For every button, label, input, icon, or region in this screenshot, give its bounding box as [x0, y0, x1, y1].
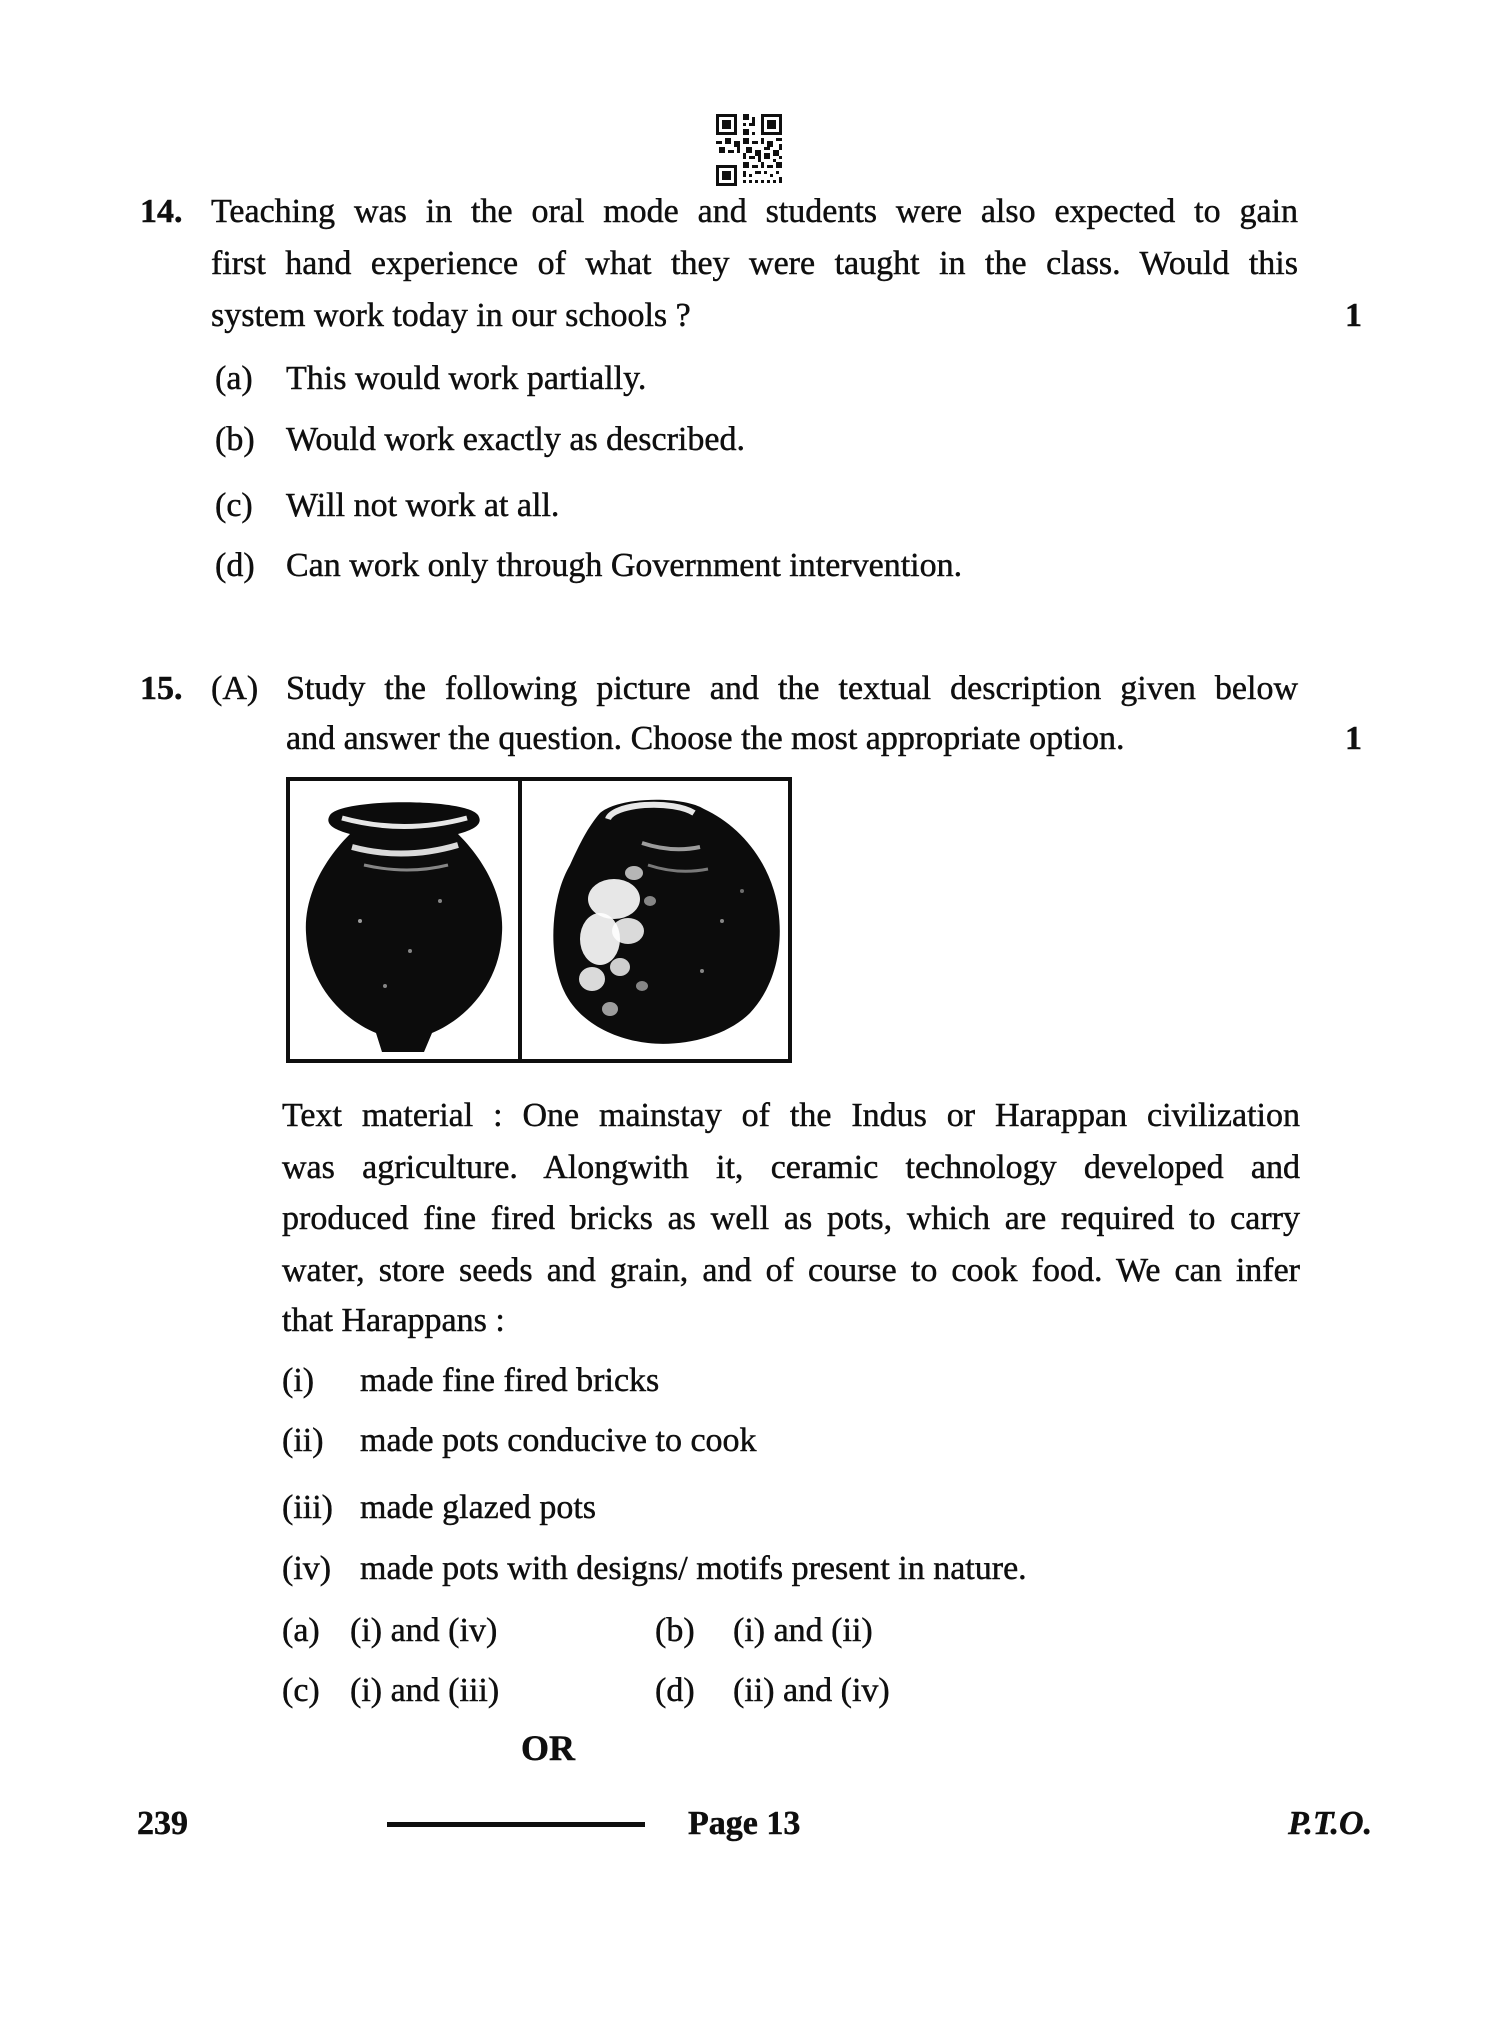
q15-option-c-letter: (c): [282, 1672, 320, 1709]
q15-item-iii-numeral: (iii): [282, 1489, 333, 1526]
q15-item-i-text: made fine fired bricks: [360, 1362, 660, 1399]
footer-page-label: Page 13: [688, 1805, 801, 1842]
q14-option-a-letter: (a): [215, 360, 253, 397]
q14-line-3: system work today in our schools ?: [211, 297, 691, 334]
q15-item-ii-numeral: (ii): [282, 1422, 324, 1459]
q14-option-c-text: Will not work at all.: [286, 487, 560, 524]
q15-line-1: Study the following picture and the textual description given below: [286, 670, 1298, 707]
qr-code: [716, 113, 782, 187]
q14-line-1: Teaching was in the oral mode and students were also expected to gain: [211, 193, 1298, 230]
footer-rule: [387, 1822, 645, 1827]
q15-option-c-text: (i) and (iii): [350, 1672, 500, 1709]
text-material-line-5: that Harappans :: [282, 1302, 505, 1339]
q15-line-2: and answer the question. Choose the most appropriate option.: [286, 720, 1125, 757]
q15-number: 15.: [140, 670, 183, 707]
q15-option-b-text: (i) and (ii): [733, 1612, 873, 1649]
q15-option-a-letter: (a): [282, 1612, 320, 1649]
q15-part-label: (A): [211, 670, 259, 707]
q14-option-b-text: Would work exactly as described.: [286, 421, 745, 458]
text-material-line-1: Text material : One mainstay of the Indus or Harappan civilization: [282, 1097, 1300, 1134]
q15-item-iii-text: made glazed pots: [360, 1489, 597, 1526]
q15-option-d-letter: (d): [655, 1672, 695, 1709]
q15-option-d-text: (ii) and (iv): [733, 1672, 890, 1709]
q15-marks: 1: [1345, 720, 1362, 757]
q15-figure: [286, 777, 792, 1063]
q15-item-i-numeral: (i): [282, 1362, 315, 1399]
footer-pto-label: P.T.O.: [1288, 1805, 1373, 1842]
q14-option-b-letter: (b): [215, 421, 255, 458]
q14-option-a-text: This would work partially.: [286, 360, 647, 397]
text-material-line-2: was agriculture. Alongwith it, ceramic technology developed and: [282, 1149, 1300, 1186]
text-material-line-4: water, store seeds and grain, and of course to cook food. We can infer: [282, 1252, 1300, 1289]
q14-number: 14.: [140, 193, 183, 230]
figure-cell-left: [290, 781, 518, 1059]
figure-cell-right: [522, 781, 788, 1059]
q15-item-iv-numeral: (iv): [282, 1550, 332, 1587]
q14-marks: 1: [1345, 297, 1362, 334]
q15-item-iv-text: made pots with designs/ motifs present in nature.: [360, 1550, 1027, 1587]
or-separator: OR: [521, 1728, 575, 1768]
q14-option-d-text: Can work only through Government intervention.: [286, 547, 963, 584]
harappan-pot-left-image: [290, 781, 518, 1059]
q15-option-a-text: (i) and (iv): [350, 1612, 498, 1649]
text-material-line-3: produced fine fired bricks as well as pots, which are required to carry: [282, 1200, 1300, 1237]
harappan-pot-right-image: [522, 781, 788, 1059]
q15-option-b-letter: (b): [655, 1612, 695, 1649]
footer-paper-code: 239: [137, 1805, 188, 1842]
q14-line-2: first hand experience of what they were taught in the class. Would this: [211, 245, 1298, 282]
q15-item-ii-text: made pots conducive to cook: [360, 1422, 757, 1459]
q14-option-d-letter: (d): [215, 547, 255, 584]
q14-option-c-letter: (c): [215, 487, 253, 524]
